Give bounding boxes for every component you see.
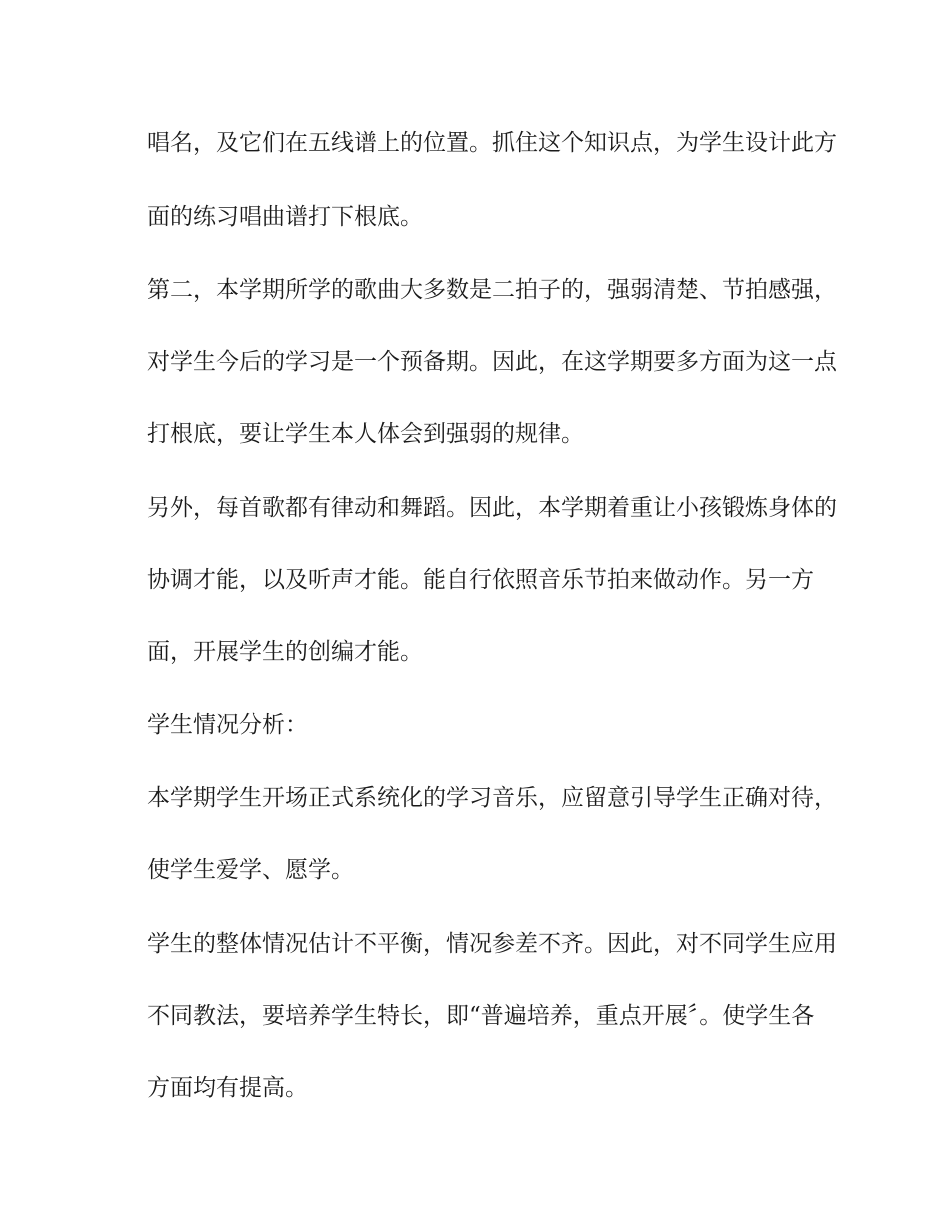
section-heading: 学生情况分析： <box>147 712 308 738</box>
text-line: 对学生今后的学习是一个预备期。因此，在这学期要多方面为这一点 <box>147 349 837 375</box>
text-line: 面，开展学生的创编才能。 <box>147 639 423 665</box>
text-line: 打根底，要让学生本人体会到强弱的规律。 <box>147 421 584 447</box>
text-line: 学生的整体情况估计不平衡，情况参差不齐。因此，对不同学生应用 <box>147 931 837 957</box>
text-line: 协调才能，以及听声才能。能自行依照音乐节拍来做动作。另一方 <box>147 567 814 593</box>
text-line: 第二，本学期所学的歌曲大多数是二拍子的，强弱清楚、节拍感强， <box>147 277 837 303</box>
text-line: 不同教法，要培养学生特长，即“普遍培养，重点开展〞。使学生各 <box>147 1003 815 1029</box>
text-line: 方面均有提高。 <box>147 1075 308 1101</box>
text-line: 另外，每首歌都有律动和舞蹈。因此，本学期着重让小孩锻炼身体的 <box>147 495 837 521</box>
text-line: 使学生爱学、愿学。 <box>147 857 354 883</box>
text-line: 面的练习唱曲谱打下根底。 <box>147 204 423 230</box>
text-line: 本学期学生开场正式系统化的学习音乐，应留意引导学生正确对待， <box>147 785 837 811</box>
text-line: 唱名，及它们在五线谱上的位置。抓住这个知识点，为学生设计此方 <box>147 130 837 156</box>
